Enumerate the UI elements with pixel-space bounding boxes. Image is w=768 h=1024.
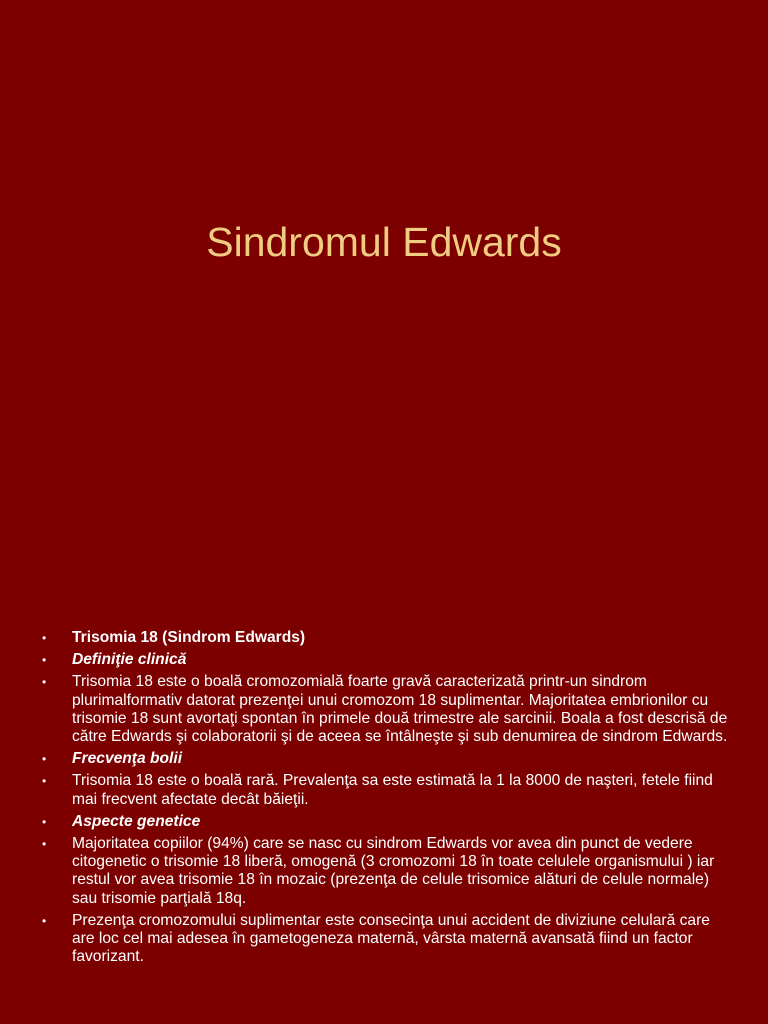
slide-title: Sindromul Edwards	[206, 219, 562, 265]
bullet-icon: •	[42, 837, 47, 852]
item-text: Trisomia 18 (Sindrom Edwards)	[72, 629, 306, 646]
section-heading: Frecvenţa bolii	[72, 750, 183, 768]
bullet-icon: •	[42, 675, 47, 690]
list-item	[38, 651, 728, 669]
list-item	[38, 629, 728, 647]
section-heading: Aspecte genetice	[72, 812, 201, 830]
section-heading: Definiţie clinică	[72, 651, 187, 669]
item-text: Trisomia 18 este o boală rară. Prevalenţa sa este estimată la 1 la 8000 de naşteri, fetele fiind mai frecvent afectate decât băieţii.	[72, 772, 713, 808]
bullet-icon: •	[42, 752, 47, 767]
list-item	[38, 772, 728, 808]
bullet-icon: •	[42, 814, 47, 829]
list-item	[38, 835, 728, 908]
list-item	[38, 912, 728, 967]
list-item	[38, 750, 728, 768]
list-item	[38, 673, 728, 746]
list-item	[38, 813, 728, 831]
bullet-icon: •	[42, 653, 47, 668]
item-text: Trisomia 18 este o boală cromozomială foarte gravă caracterizată printr-un sindrom plurimalformativ datorat prezenţei unui cromozom 18 suplimentar. Majoritatea embrionilor cu trisomie 18 sunt avortaţi spontan în primele două trimestre ale sarcinii. Boala a fost descrisă de către Edwards şi colaboratorii şi de aceea se întâlneşte şi sub denumirea de sindrom Edwards.	[72, 673, 728, 746]
bullet-list	[38, 629, 728, 970]
bullet-icon: •	[42, 631, 47, 645]
item-text: Prezenţa cromozomului suplimentar este consecinţa unui accident de diviziune celulară care are loc cel mai adesea în gametogeneza maternă, vârsta maternă avansată fiind un factor favorizant.	[72, 911, 710, 966]
bullet-icon: •	[42, 913, 47, 928]
item-text: Majoritatea copiilor (94%) care se nasc cu sindrom Edwards vor avea din punct de vedere citogenetic o trisomie 18 liberă, omogenă (3 cromozomi 18 în toate celulele organismului ) iar restul vor avea trisomie 18 în mozaic (prezenţa de celule trisomice alături de celule normale) sau trisomie parţială 18q.	[72, 835, 715, 907]
bullet-icon: •	[42, 774, 47, 789]
